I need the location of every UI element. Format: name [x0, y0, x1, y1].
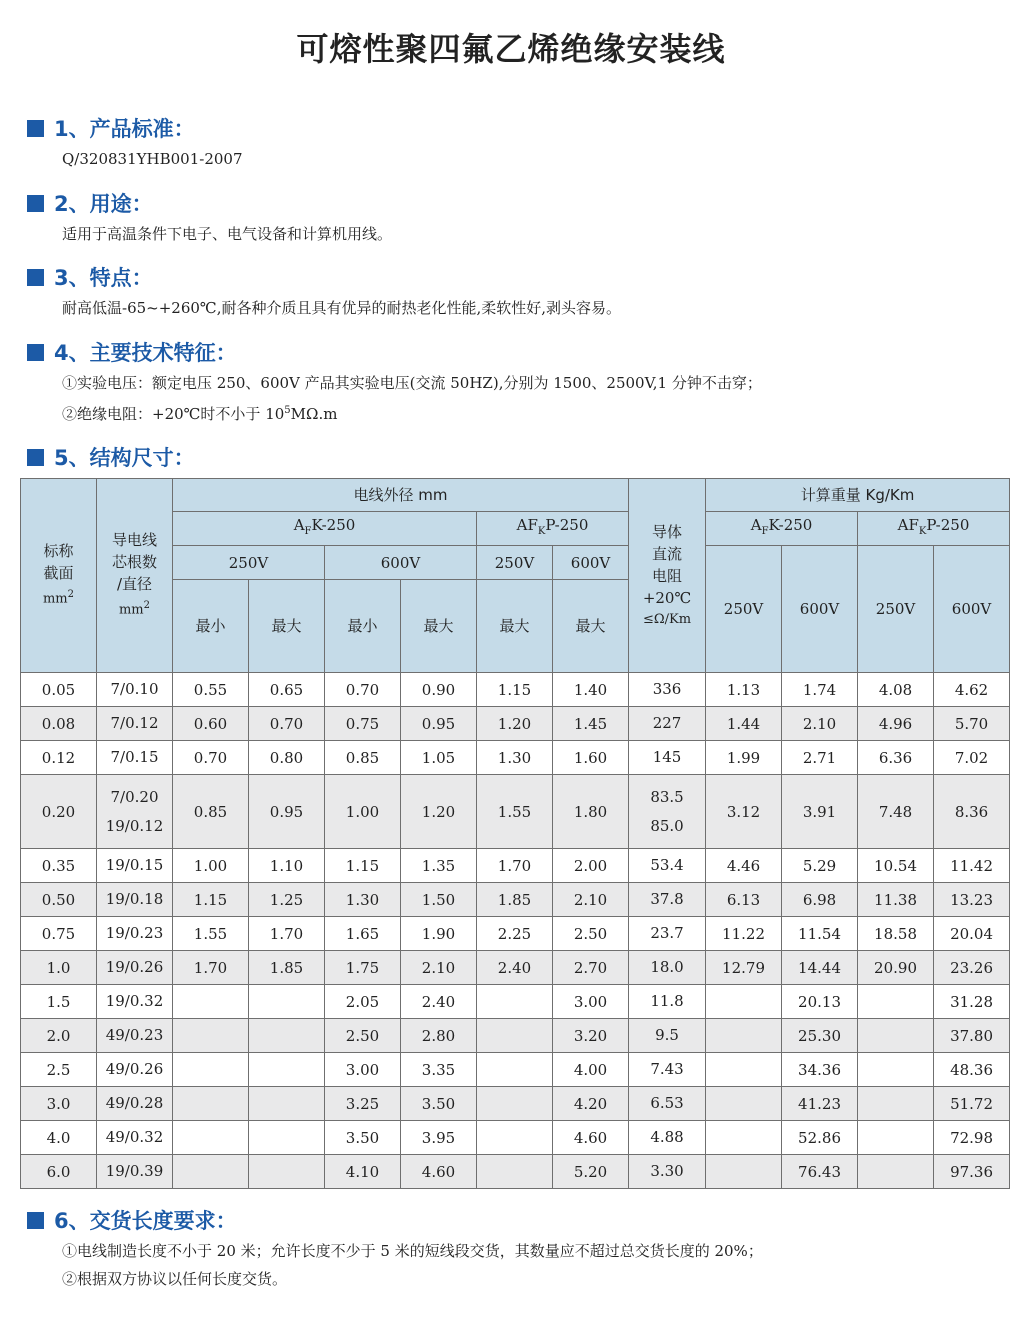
- section-title: 2、用途：: [54, 192, 153, 216]
- cell-afkp-600v-max: 3.00: [553, 985, 629, 1019]
- delivery-length-text: ①电线制造长度不小于 20 米；允许长度不少于 5 米的短线段交货，其数量应不超过总交货长度的 20%；: [62, 1242, 763, 1260]
- table-row: [21, 707, 1010, 741]
- cell-section: 0.50: [21, 883, 97, 917]
- cell-weight-afkp-600v: 72.98: [934, 1121, 1010, 1155]
- cell-weight-afk-250v: [706, 1087, 782, 1121]
- cell-weight-afkp-600v: 31.28: [934, 985, 1010, 1019]
- cell-weight-afk-600v: 1.74: [782, 673, 858, 707]
- cell-weight-afkp-600v: 37.80: [934, 1019, 1010, 1053]
- cell-afkp-600v-max: 1.80: [553, 775, 629, 849]
- header-max: 最大: [249, 580, 325, 673]
- cell-section: 0.05: [21, 673, 97, 707]
- cell-afk-250v-max: [249, 1019, 325, 1053]
- cell-weight-afk-250v: 6.13: [706, 883, 782, 917]
- cell-afk-250v-min: [173, 1121, 249, 1155]
- cell-weight-afkp-250v: 10.54: [858, 849, 934, 883]
- cell-afk-250v-min: [173, 1019, 249, 1053]
- section-title: 3、特点：: [54, 266, 153, 290]
- cell-afk-250v-max: 1.70: [249, 917, 325, 951]
- section-title: 5、结构尺寸：: [54, 446, 195, 470]
- cell-afk-600v-min: 1.30: [325, 883, 401, 917]
- cell-cores: 19/0.15: [97, 849, 173, 883]
- header-weight-afk-250: $A_FK-250$: [706, 512, 858, 546]
- standard-code: Q/320831YHB001-2007: [62, 150, 243, 168]
- cell-cores: 19/0.18: [97, 883, 173, 917]
- section-tech-features: [27, 338, 1007, 428]
- table-row: [21, 1155, 1010, 1189]
- section-title: 4、主要技术特征：: [54, 341, 237, 365]
- cell-weight-afkp-600v: 48.36: [934, 1053, 1010, 1087]
- section-usage: [27, 189, 1007, 248]
- square-bullet-icon: [27, 1212, 44, 1229]
- cell-afk-250v-max: 1.25: [249, 883, 325, 917]
- cell-afkp-600v-max: 2.70: [553, 951, 629, 985]
- cell-afkp-250v-max: 1.70: [477, 849, 553, 883]
- section-heading: [27, 1206, 1007, 1234]
- cell-afk-600v-min: 0.75: [325, 707, 401, 741]
- table-row: [21, 951, 1010, 985]
- cell-resistance: 11.8: [629, 985, 706, 1019]
- cell-afk-600v-max: 3.50: [401, 1087, 477, 1121]
- header-afk-600v: 600V: [325, 546, 477, 580]
- cell-afkp-600v-max: 4.60: [553, 1121, 629, 1155]
- cell-weight-afkp-250v: [858, 1121, 934, 1155]
- cell-afk-250v-min: 1.55: [173, 917, 249, 951]
- header-outer-diameter: 电线外径 mm: [173, 479, 629, 512]
- cell-cores: 19/0.32: [97, 985, 173, 1019]
- section-product-standard: [27, 114, 1007, 173]
- cell-afk-600v-min: 1.65: [325, 917, 401, 951]
- cell-afk-250v-max: 0.70: [249, 707, 325, 741]
- cell-weight-afkp-250v: [858, 1053, 934, 1087]
- cell-afkp-250v-max: 2.40: [477, 951, 553, 985]
- cell-afkp-250v-max: [477, 1121, 553, 1155]
- cell-afk-600v-min: 3.00: [325, 1053, 401, 1087]
- cell-section: 0.75: [21, 917, 97, 951]
- square-bullet-icon: [27, 449, 44, 466]
- cell-weight-afk-600v: 2.71: [782, 741, 858, 775]
- cell-weight-afk-250v: 3.12: [706, 775, 782, 849]
- cell-weight-afk-250v: 12.79: [706, 951, 782, 985]
- delivery-agreement-text: ②根据双方协议以任何长度交货。: [62, 1270, 288, 1288]
- cell-afkp-600v-max: 2.00: [553, 849, 629, 883]
- cell-weight-afk-600v: 3.91: [782, 775, 858, 849]
- cell-weight-afkp-600v: 5.70: [934, 707, 1010, 741]
- header-max: 最大: [553, 580, 629, 673]
- cell-afk-250v-min: 0.60: [173, 707, 249, 741]
- cell-afk-250v-max: 0.95: [249, 775, 325, 849]
- cell-afkp-250v-max: [477, 1087, 553, 1121]
- cell-weight-afkp-250v: 18.58: [858, 917, 934, 951]
- cell-resistance: 145: [629, 741, 706, 775]
- cell-resistance: 18.0: [629, 951, 706, 985]
- cell-weight-afk-600v: 14.44: [782, 951, 858, 985]
- cell-afk-600v-min: 3.25: [325, 1087, 401, 1121]
- table-row: [21, 1019, 1010, 1053]
- cell-afk-600v-max: 4.60: [401, 1155, 477, 1189]
- cell-afkp-250v-max: 2.25: [477, 917, 553, 951]
- cell-weight-afk-250v: 11.22: [706, 917, 782, 951]
- cell-afk-600v-max: 2.40: [401, 985, 477, 1019]
- section-heading: [27, 263, 1007, 291]
- cell-weight-afkp-250v: [858, 985, 934, 1019]
- cell-section: 1.0: [21, 951, 97, 985]
- cell-weight-afk-250v: [706, 1121, 782, 1155]
- cell-weight-afkp-250v: [858, 1019, 934, 1053]
- cell-weight-afkp-600v: 7.02: [934, 741, 1010, 775]
- cell-resistance: 6.53: [629, 1087, 706, 1121]
- cell-cores: 7/0.10: [97, 673, 173, 707]
- cell-weight-afkp-600v: 4.62: [934, 673, 1010, 707]
- cell-afk-600v-min: 2.05: [325, 985, 401, 1019]
- cell-weight-afk-600v: 34.36: [782, 1053, 858, 1087]
- cell-weight-afk-600v: 76.43: [782, 1155, 858, 1189]
- features-text: 耐高低温-65~+260℃,耐各种介质且具有优异的耐热老化性能,柔软性好,剥头容易。: [62, 299, 622, 317]
- cell-afkp-600v-max: 5.20: [553, 1155, 629, 1189]
- cell-afkp-250v-max: 1.15: [477, 673, 553, 707]
- cell-weight-afk-250v: [706, 1053, 782, 1087]
- cell-afk-600v-max: 0.95: [401, 707, 477, 741]
- insulation-resistance-text: ②绝缘电阻：+20℃时不小于 $10^5M\Omega.m$: [62, 405, 338, 423]
- cell-weight-afk-250v: 1.13: [706, 673, 782, 707]
- cell-afk-600v-max: 1.20: [401, 775, 477, 849]
- cell-afk-600v-max: 1.05: [401, 741, 477, 775]
- cell-resistance: 4.88: [629, 1121, 706, 1155]
- cell-afk-600v-max: 1.90: [401, 917, 477, 951]
- cell-afkp-250v-max: [477, 1019, 553, 1053]
- table-row: [21, 775, 1010, 849]
- cell-afk-250v-min: 0.85: [173, 775, 249, 849]
- table-row: [21, 1087, 1010, 1121]
- cell-weight-afk-250v: [706, 985, 782, 1019]
- cell-weight-afkp-600v: 23.26: [934, 951, 1010, 985]
- cell-section: 0.12: [21, 741, 97, 775]
- cell-afk-250v-max: [249, 985, 325, 1019]
- cell-afk-250v-max: 0.65: [249, 673, 325, 707]
- cell-afk-600v-min: 3.50: [325, 1121, 401, 1155]
- cell-weight-afk-600v: 20.13: [782, 985, 858, 1019]
- cell-afkp-600v-max: 1.45: [553, 707, 629, 741]
- header-weight-afkp-250v: 250V: [858, 546, 934, 673]
- table-row: [21, 917, 1010, 951]
- cell-afk-250v-min: 0.55: [173, 673, 249, 707]
- test-voltage-text: ①实验电压：额定电压 250、600V 产品其实验电压(交流 50HZ),分别为 1500、2500V,1 分钟不击穿；: [62, 374, 762, 392]
- cell-weight-afkp-600v: 20.04: [934, 917, 1010, 951]
- cell-afk-600v-max: 0.90: [401, 673, 477, 707]
- cell-afkp-250v-max: 1.85: [477, 883, 553, 917]
- section-heading: [27, 114, 1007, 142]
- cell-afk-250v-max: [249, 1087, 325, 1121]
- cell-afk-250v-max: 1.85: [249, 951, 325, 985]
- cell-resistance: 53.4: [629, 849, 706, 883]
- cell-cores: 7/0.15: [97, 741, 173, 775]
- section-delivery: [27, 1206, 1007, 1293]
- cell-weight-afk-600v: 11.54: [782, 917, 858, 951]
- header-max: 最大: [477, 580, 553, 673]
- cell-cores: 7/0.12: [97, 707, 173, 741]
- cell-resistance: 336: [629, 673, 706, 707]
- cell-afk-250v-max: [249, 1121, 325, 1155]
- cell-section: 0.08: [21, 707, 97, 741]
- table-row: [21, 1053, 1010, 1087]
- header-min: 最小: [325, 580, 401, 673]
- cell-weight-afkp-250v: 20.90: [858, 951, 934, 985]
- cell-afkp-250v-max: [477, 1053, 553, 1087]
- cell-afkp-250v-max: [477, 1155, 553, 1189]
- cell-afk-250v-min: 0.70: [173, 741, 249, 775]
- cell-weight-afk-250v: [706, 1019, 782, 1053]
- table-row: [21, 741, 1010, 775]
- cell-cores: 7/0.20 19/0.12: [97, 775, 173, 849]
- section-heading: [27, 443, 1007, 471]
- section-title: 6、交货长度要求：: [54, 1209, 237, 1233]
- cell-weight-afk-250v: 1.44: [706, 707, 782, 741]
- square-bullet-icon: [27, 120, 44, 137]
- table-row: [21, 673, 1010, 707]
- header-dc-resistance: 导体 直流 电阻 +20℃ ≤Ω/Km: [629, 479, 706, 673]
- header-weight-afkp-250: $AF_KP-250$: [858, 512, 1010, 546]
- cell-resistance: 227: [629, 707, 706, 741]
- cell-section: 0.20: [21, 775, 97, 849]
- section-structure: [27, 443, 1007, 471]
- cell-weight-afk-600v: 41.23: [782, 1087, 858, 1121]
- cell-weight-afkp-250v: 7.48: [858, 775, 934, 849]
- cell-resistance: 3.30: [629, 1155, 706, 1189]
- table-header: [21, 479, 1010, 673]
- cell-weight-afk-600v: 6.98: [782, 883, 858, 917]
- cell-cores: 19/0.26: [97, 951, 173, 985]
- cell-resistance: 23.7: [629, 917, 706, 951]
- header-min: 最小: [173, 580, 249, 673]
- cell-section: 4.0: [21, 1121, 97, 1155]
- cell-afkp-250v-max: 1.20: [477, 707, 553, 741]
- cell-afk-600v-max: 2.10: [401, 951, 477, 985]
- header-conductor-cores: 导电线 芯根数 /直径 $mm^2$: [97, 479, 173, 673]
- cell-weight-afk-250v: [706, 1155, 782, 1189]
- cell-weight-afk-250v: 4.46: [706, 849, 782, 883]
- cell-weight-afkp-600v: 97.36: [934, 1155, 1010, 1189]
- header-weight-afkp-600v: 600V: [934, 546, 1010, 673]
- cell-weight-afkp-250v: [858, 1155, 934, 1189]
- cell-weight-afk-600v: 25.30: [782, 1019, 858, 1053]
- cell-weight-afk-600v: 52.86: [782, 1121, 858, 1155]
- table-body: [21, 673, 1010, 1189]
- cell-afkp-600v-max: 1.40: [553, 673, 629, 707]
- header-afkp-250: $AF_KP-250$: [477, 512, 629, 546]
- header-max: 最大: [401, 580, 477, 673]
- cell-afk-600v-max: 2.80: [401, 1019, 477, 1053]
- cell-weight-afkp-600v: 8.36: [934, 775, 1010, 849]
- header-weight-afk-250v: 250V: [706, 546, 782, 673]
- header-calc-weight: 计算重量 Kg/Km: [706, 479, 1010, 512]
- cell-resistance: 7.43: [629, 1053, 706, 1087]
- header-afkp-600v: 600V: [553, 546, 629, 580]
- structure-table: [20, 478, 1010, 1189]
- cell-afkp-250v-max: [477, 985, 553, 1019]
- table-row: [21, 849, 1010, 883]
- cell-section: 3.0: [21, 1087, 97, 1121]
- header-afk-250v: 250V: [173, 546, 325, 580]
- section-features: [27, 263, 1007, 322]
- section-heading: [27, 338, 1007, 366]
- cell-afkp-250v-max: 1.55: [477, 775, 553, 849]
- cell-afk-250v-max: 1.10: [249, 849, 325, 883]
- cell-afkp-600v-max: 4.00: [553, 1053, 629, 1087]
- cell-weight-afk-600v: 2.10: [782, 707, 858, 741]
- cell-afk-600v-min: 1.00: [325, 775, 401, 849]
- cell-resistance: 37.8: [629, 883, 706, 917]
- cell-cores: 19/0.39: [97, 1155, 173, 1189]
- cell-afkp-600v-max: 2.50: [553, 917, 629, 951]
- cell-afk-250v-max: 0.80: [249, 741, 325, 775]
- cell-afk-250v-min: [173, 1087, 249, 1121]
- cell-weight-afkp-600v: 11.42: [934, 849, 1010, 883]
- page-title: 可熔性聚四氟乙烯绝缘安装线: [296, 30, 726, 68]
- square-bullet-icon: [27, 344, 44, 361]
- cell-afk-250v-min: 1.70: [173, 951, 249, 985]
- cell-weight-afkp-250v: 6.36: [858, 741, 934, 775]
- cell-afk-250v-min: [173, 1053, 249, 1087]
- cell-afk-250v-max: [249, 1155, 325, 1189]
- cell-weight-afkp-250v: [858, 1087, 934, 1121]
- table-row: [21, 883, 1010, 917]
- square-bullet-icon: [27, 195, 44, 212]
- cell-afk-600v-min: 2.50: [325, 1019, 401, 1053]
- cell-section: 0.35: [21, 849, 97, 883]
- cell-afk-600v-max: 3.95: [401, 1121, 477, 1155]
- table-row: [21, 1121, 1010, 1155]
- cell-afk-250v-min: 1.15: [173, 883, 249, 917]
- cell-resistance: 83.5 85.0: [629, 775, 706, 849]
- cell-cores: 49/0.32: [97, 1121, 173, 1155]
- cell-afk-250v-min: 1.00: [173, 849, 249, 883]
- cell-weight-afkp-600v: 51.72: [934, 1087, 1010, 1121]
- cell-weight-afkp-250v: 11.38: [858, 883, 934, 917]
- cell-weight-afk-250v: 1.99: [706, 741, 782, 775]
- cell-afk-250v-min: [173, 1155, 249, 1189]
- cell-afk-250v-max: [249, 1053, 325, 1087]
- cell-afk-600v-max: 1.50: [401, 883, 477, 917]
- cell-afkp-600v-max: 1.60: [553, 741, 629, 775]
- cell-resistance: 9.5: [629, 1019, 706, 1053]
- cell-weight-afkp-250v: 4.08: [858, 673, 934, 707]
- cell-section: 1.5: [21, 985, 97, 1019]
- cell-cores: 49/0.28: [97, 1087, 173, 1121]
- cell-afkp-600v-max: 2.10: [553, 883, 629, 917]
- cell-weight-afkp-250v: 4.96: [858, 707, 934, 741]
- cell-weight-afkp-600v: 13.23: [934, 883, 1010, 917]
- header-afk-250: $A_FK-250$: [173, 512, 477, 546]
- cell-cores: 49/0.23: [97, 1019, 173, 1053]
- cell-afk-600v-min: 1.15: [325, 849, 401, 883]
- cell-section: 2.0: [21, 1019, 97, 1053]
- cell-afk-600v-min: 4.10: [325, 1155, 401, 1189]
- cell-afk-600v-max: 3.35: [401, 1053, 477, 1087]
- cell-section: 6.0: [21, 1155, 97, 1189]
- header-afkp-250v: 250V: [477, 546, 553, 580]
- cell-afk-600v-min: 0.70: [325, 673, 401, 707]
- cell-afk-600v-min: 1.75: [325, 951, 401, 985]
- cell-afk-600v-min: 0.85: [325, 741, 401, 775]
- cell-cores: 19/0.23: [97, 917, 173, 951]
- cell-afk-600v-max: 1.35: [401, 849, 477, 883]
- header-nominal-section: 标称 截面 $mm^2$: [21, 479, 97, 673]
- cell-cores: 49/0.26: [97, 1053, 173, 1087]
- usage-text: 适用于高温条件下电子、电气设备和计算机用线。: [62, 225, 393, 243]
- table-row: [21, 985, 1010, 1019]
- cell-afkp-600v-max: 3.20: [553, 1019, 629, 1053]
- section-heading: [27, 189, 1007, 217]
- cell-afkp-600v-max: 4.20: [553, 1087, 629, 1121]
- cell-afk-250v-min: [173, 985, 249, 1019]
- cell-weight-afk-600v: 5.29: [782, 849, 858, 883]
- square-bullet-icon: [27, 269, 44, 286]
- cell-afkp-250v-max: 1.30: [477, 741, 553, 775]
- section-title: 1、产品标准：: [54, 117, 195, 141]
- header-weight-afk-600v: 600V: [782, 546, 858, 673]
- cell-section: 2.5: [21, 1053, 97, 1087]
